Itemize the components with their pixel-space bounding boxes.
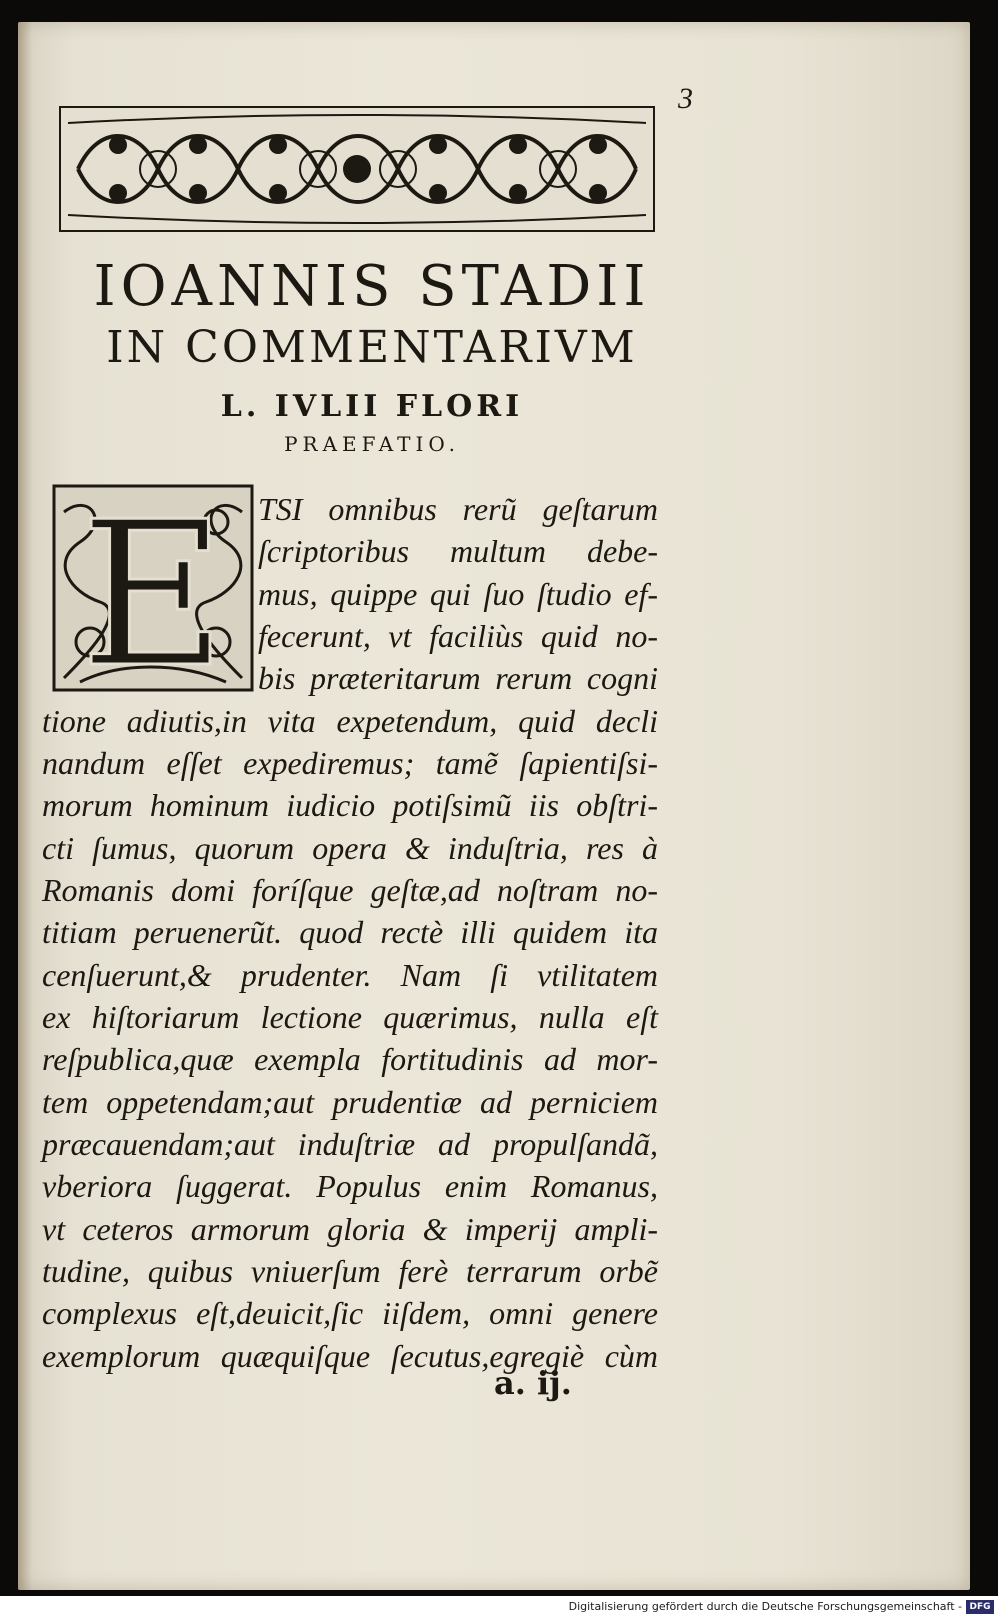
decorated-initial [50, 482, 256, 694]
initial-letter: E [80, 482, 226, 694]
body-line: Romanis domi foríſque geſtæ,ad noſtram no- [42, 872, 658, 908]
body-line: præcauendam;aut induſtriæ ad propulſandã, [42, 1126, 658, 1162]
body-line: exemplorum quæquiſque ſecutus,egregiè cùm [42, 1338, 658, 1374]
body-line: cenſuerunt,& prudenter. Nam ſi vtilitatem [42, 957, 658, 993]
body-line: TSI omnibus rerũ geſtarum [258, 491, 658, 527]
body-line: complexus eſt,deuicit,ſic iiſdem, omni genere [42, 1295, 658, 1331]
body-line: ſcriptoribus multum debe- [258, 533, 658, 569]
title-commentary: IN COMMENTARIVM [106, 322, 638, 373]
body-line: tudine, quibus vniuerſum ferè terrarum orbẽ [42, 1253, 658, 1289]
digitization-credit: Digitalisierung gefördert durch die Deutsche Forschungsgemeinschaft - [568, 1600, 962, 1613]
body-line: nandum eſſet expediremus; tamẽ ſapientiſsi- [42, 745, 658, 781]
body-line: vt ceteros armorum gloria & imperij ampli- [42, 1211, 658, 1247]
ornamental-headpiece [58, 105, 656, 233]
book-page [18, 22, 970, 1590]
body-line: tem oppetendam;aut prudentiæ ad perniciem [42, 1084, 658, 1120]
body-line: cti ſumus, quorum opera & induſtria, res à [42, 830, 658, 866]
body-line: ex hiſtoriarum lectione quærimus, nulla eſt [42, 999, 658, 1035]
title-praefatio: PRAEFATIO. [284, 432, 460, 456]
body-line: morum hominum iudicio potiſsimũ iis obſtri- [42, 787, 658, 823]
dfg-logo: DFG [966, 1600, 994, 1614]
body-line: vberiora ſuggerat. Populus enim Romanus, [42, 1168, 658, 1204]
body-line: mus, quippe qui ſuo ſtudio ef- [258, 576, 658, 612]
title-subject: L. IVLII FLORI [220, 389, 524, 424]
body-line: fecerunt, vt faciliùs quid no- [258, 618, 658, 654]
page-number: 3 [678, 82, 693, 115]
body-line: tione adiutis,in vita expetendum, quid decli [42, 703, 658, 739]
title-author: IOANNIS STADII [93, 254, 651, 319]
body-line: titiam peruenerũt. quod rectè illi quidem ita [42, 914, 658, 950]
body-line: bis præteritarum rerum cogni [258, 660, 658, 696]
signature-mark: a. ij. [494, 1364, 572, 1402]
body-line: reſpublica,quæ exempla fortitudinis ad mor- [42, 1041, 658, 1077]
